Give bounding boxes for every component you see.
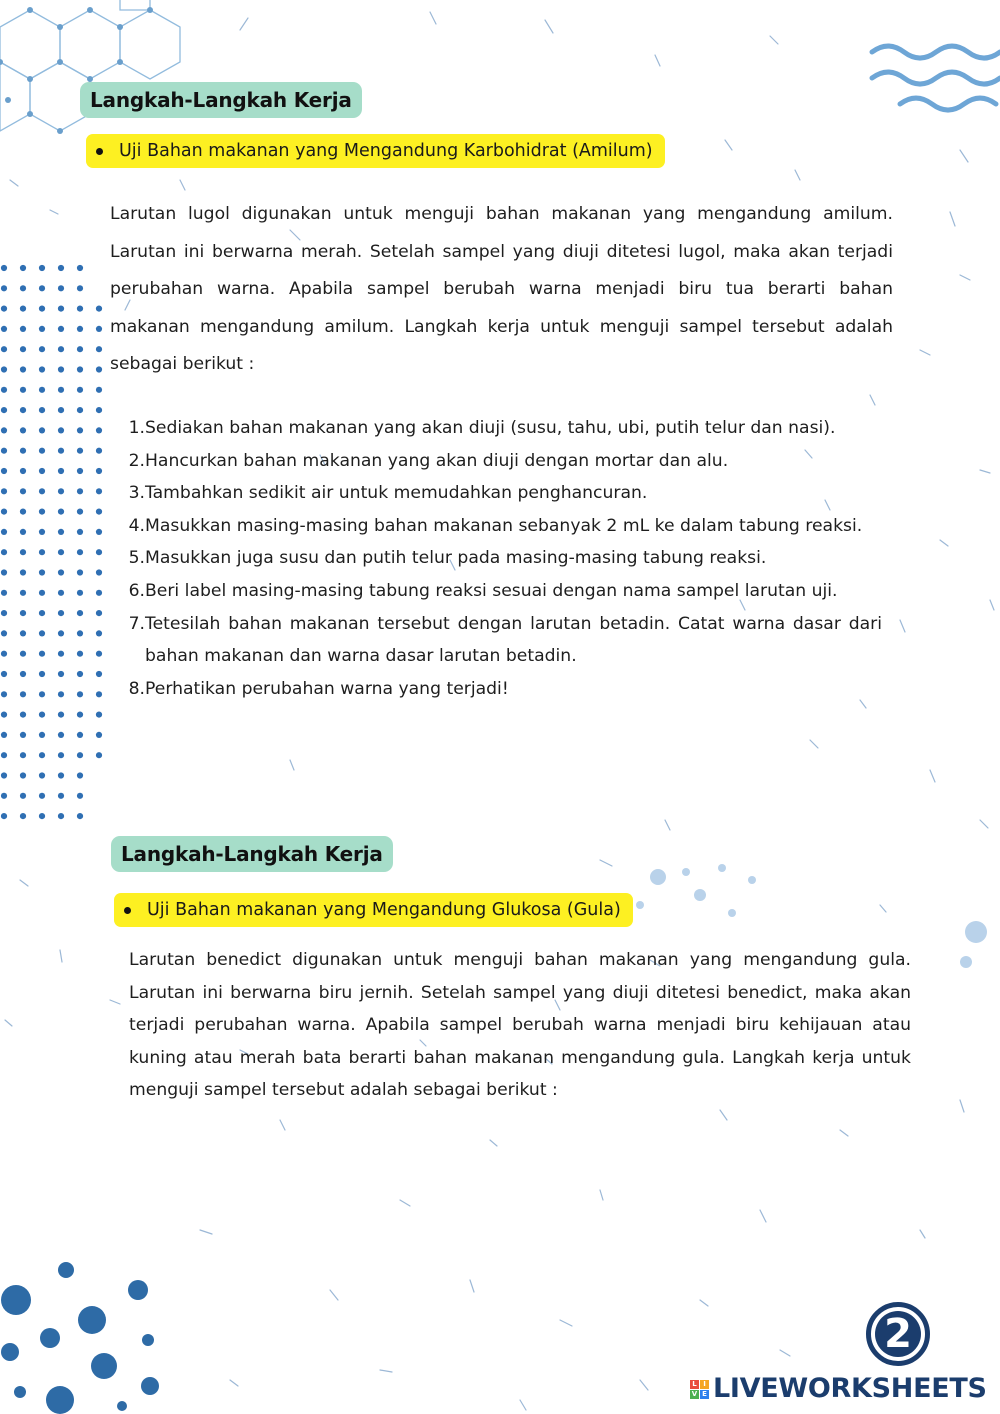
step-item: [118, 542, 882, 575]
step-number: 6.: [128, 580, 145, 601]
step-text: Beri label masing-masing tabung reaksi sesuai dengan nama sampel larutan uji.: [145, 580, 838, 601]
section1-subheading: Uji Bahan makanan yang Mengandung Karbohidrat (Amilum): [119, 141, 653, 161]
step-number: 5.: [128, 548, 145, 569]
live-letter-tile: L: [690, 1380, 699, 1389]
dot-grid-decoration: [1, 265, 102, 819]
section2-subheading: Uji Bahan makanan yang Mengandung Glukosa (Gula): [147, 900, 621, 920]
section1-steps-list: [118, 412, 882, 705]
step-item: [118, 608, 882, 673]
step-item: [118, 510, 882, 543]
step-text: Tambahkan sedikit air untuk memudahkan penghancuran.: [145, 483, 648, 504]
step-text: Sediakan bahan makanan yang akan diuji (susu, tahu, ubi, putih telur dan nasi).: [145, 418, 836, 438]
live-letter-tile: I: [700, 1380, 709, 1389]
step-number: 7.: [128, 613, 145, 634]
section1-heading: Langkah-Langkah Kerja: [80, 82, 362, 118]
step-text: Hancurkan bahan makanan yang akan diuji dengan mortar dan alu.: [145, 450, 729, 471]
step-text: Tetesilah bahan makanan tersebut dengan larutan betadin. Catat warna dasar dari bahan makanan dan warna dasar larutan betadin.: [145, 613, 882, 667]
bullet-icon: [96, 148, 103, 155]
step-text: Masukkan masing-masing bahan makanan sebanyak 2 mL ke dalam tabung reaksi.: [145, 515, 863, 536]
liveworksheets-logo: [690, 1372, 987, 1406]
live-logo-icon: [690, 1380, 709, 1399]
section2-paragraph: Larutan benedict digunakan untuk menguji bahan makanan yang mengandung gula. Larutan ini berwarna biru jernih. Setelah sampel yang diuji ditetesi benedict, maka akan terjadi perubahan warna. Apabila sampel berubah warna menjadi biru kehijauan atau kuning atau merah bata berarti bahan makanan mengandung gula. Langkah kerja untuk menguji sampel tersebut adalah sebagai berikut :: [129, 950, 911, 1101]
step-item: [118, 445, 882, 478]
scattered-dots-decoration: [1, 1262, 159, 1414]
section1-paragraph: Larutan lugol digunakan untuk menguji bahan makanan yang mengandung amilum. Larutan ini berwarna merah. Setelah sampel yang diuji ditetesi lugol, maka akan terjadi perubahan warna. Apabila sampel berubah warna menjadi biru tua berarti bahan makanan mengandung amilum. Langkah kerja untuk menguji sampel tersebut adalah sebagai berikut :: [110, 204, 893, 375]
bullet-icon: [124, 907, 131, 914]
step-number: 1.: [128, 418, 145, 438]
step-item: [118, 477, 882, 510]
live-letter-tile: E: [700, 1390, 709, 1399]
brand-name: LIVEWORKSHEETS: [713, 1373, 987, 1404]
step-item: [118, 412, 882, 445]
step-text: Perhatikan perubahan warna yang terjadi!: [145, 678, 509, 699]
step-number: 2.: [128, 450, 145, 471]
section2-highlight: [114, 893, 633, 927]
step-number: 3.: [128, 483, 145, 504]
step-number: 4.: [128, 515, 145, 536]
step-number: 8.: [128, 678, 145, 699]
wave-decoration: [872, 46, 1000, 110]
section1-highlight: [86, 134, 665, 168]
page-number: 2: [875, 1311, 921, 1357]
step-item: [118, 575, 882, 608]
step-item: [118, 673, 882, 706]
section2-heading: Langkah-Langkah Kerja: [111, 836, 393, 872]
live-letter-tile: V: [691, 1389, 698, 1398]
step-text: Masukkan juga susu dan putih telur pada masing-masing tabung reaksi.: [145, 548, 767, 569]
page-number-badge: [866, 1302, 930, 1366]
